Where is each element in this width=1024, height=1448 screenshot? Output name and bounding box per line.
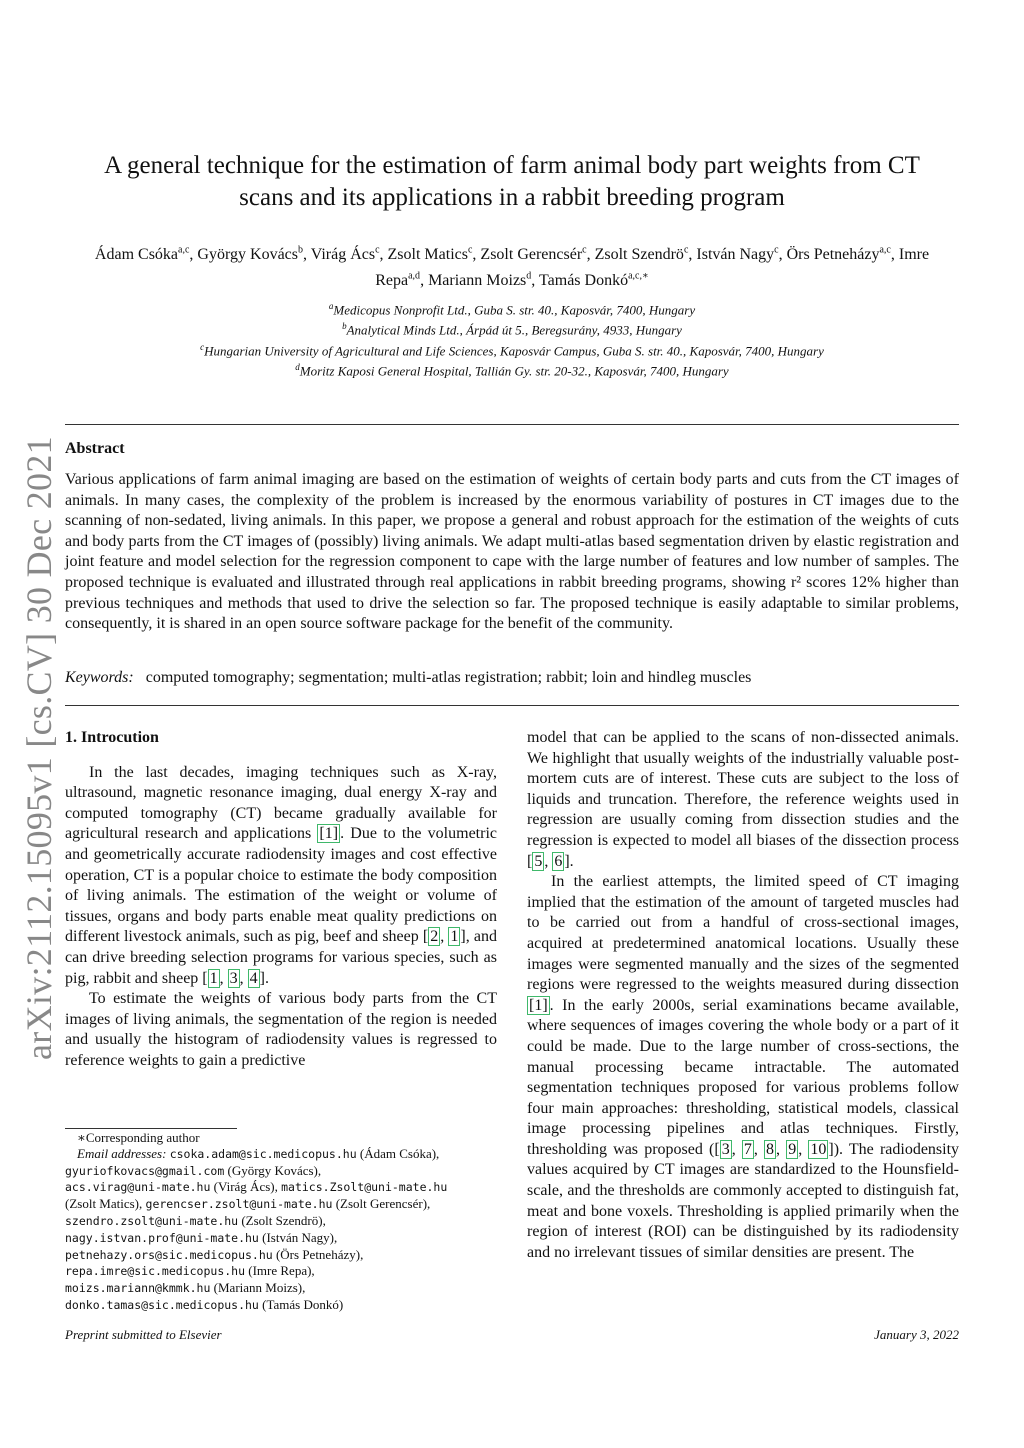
- right-column: [527, 728, 959, 1263]
- left-column: [65, 728, 497, 1072]
- abstract-heading: Abstract: [65, 440, 125, 457]
- email-entry: gyuriofkovacs@gmail.com (György Kovács),: [65, 1162, 322, 1178]
- email-link[interactable]: donko.tamas@sic.medicopus.hu: [65, 1297, 259, 1312]
- intro-paragraph-1: In the last decades, imaging techniques such as X-ray, ultrasound, magnetic resonance imaging, dual energy X-ray and computed tomography (CT) became gradually available for agricultural research and applications [1] . Due to the volumetric and geometrically accurate radiodensity images and cost effective operation, CT is a popular choice to estimate the body composition of living animals. The estimation of the weight or volume of tissues, organs and body parts enable meat quality predictions on different livestock animals, such as pig, beef and sheep [ 2 , 1 ], and can drive breeding selection programs for various species, such as pig, rabbit and sheep [ 1 , 3 , 4 ].: [65, 763, 498, 987]
- paper-title: [70, 150, 954, 214]
- preprint-note: Preprint submitted to Elsevier: [65, 1327, 222, 1342]
- citation-link[interactable]: 1: [209, 969, 218, 987]
- email-entry: acs.virag@uni-mate.hu (Virág Ács), matics.Zsolt@uni-mate.hu: [65, 1179, 448, 1195]
- email-addresses: Email addresses: csoka.adam@sic.medicopus.hu (Ádam Csóka),: [77, 1145, 440, 1161]
- abstract-top-rule: [65, 424, 959, 425]
- corresponding-author-note: ∗Corresponding author: [77, 1130, 200, 1145]
- email-entry: szendro.zsolt@uni-mate.hu (Zsolt Szendrö),: [65, 1212, 326, 1228]
- email-entry: donko.tamas@sic.medicopus.hu (Tamás Donkó): [65, 1296, 344, 1312]
- author: Mariann Moizs$^d$,: [428, 270, 539, 289]
- footnotes: [65, 1130, 497, 1314]
- author: Örs Petneházy$^{a,c}$,: [786, 245, 899, 264]
- citation-link[interactable]: 5: [534, 852, 543, 870]
- keywords-label: Keywords:: [65, 669, 134, 686]
- intro-paragraph-3: model that can be applied to the scans of non-dissected animals. We highlight that usually weights of the industrially valuable post-mortem cuts are of interest. These cuts are subject to the loss of liquids and truncation. Therefore, the reference weights used in regression are usually coming from dissection studies and the regression is expected to model all biases of the dissection process [ 5 , 6 ].: [527, 729, 959, 870]
- citation-link[interactable]: 7: [743, 1140, 752, 1158]
- email-entry: nagy.istvan.prof@uni-mate.hu (István Nagy),: [65, 1229, 338, 1245]
- email-link[interactable]: acs.virag@uni-mate.hu: [65, 1180, 211, 1195]
- citation-link[interactable]: 2: [430, 928, 439, 946]
- email-link[interactable]: petnehazy.ors@sic.medicopus.hu: [65, 1247, 273, 1262]
- author-list: [70, 240, 954, 291]
- affiliations: [70, 298, 954, 379]
- footnote-rule: [65, 1128, 237, 1129]
- affiliation: $^a$Medicopus Nonprofit Ltd., Guba S. str. 40., Kaposvár, 7400, Hungary: [328, 301, 696, 318]
- email-label: Email addresses:: [77, 1145, 167, 1161]
- citation-link[interactable]: [1]: [319, 825, 339, 843]
- abstract-bottom-rule: [65, 705, 959, 706]
- affiliation: $^b$Analytical Minds Ltd., Árpád út 5., Beregsurány, 4933, Hungary: [342, 321, 682, 338]
- email-entry: repa.imre@sic.medicopus.hu (Imre Repa),: [65, 1263, 315, 1279]
- abstract-text: Various applications of farm animal imaging are based on the estimation of weights of certain body parts and cuts from the CT images of animals. In many cases, the complexity of the problem is increased by the enormous variability of postures in CT images due to the scanning of non-sedated, living animals. In this paper, we propose a general and robust approach for the estimation of the weights of cuts and body parts from the CT images of (possibly) living animals. We adapt multi-atlas based segmentation driven by elastic registration and joint feature and model selection for the regression component to cape with the large number of features and low number of samples. The proposed technique is evaluated and illustrated through real applications in rabbit breeding programs, showing r² scores 12% higher than previous techniques and methods that used to drive the selection so far. The proposed technique is easily adaptable to similar problems, consequently, it is shared in an open source software package for the benefit of the community.: [65, 471, 959, 633]
- author: Zsolt Szendrö$^c$,: [594, 245, 697, 264]
- author: Virág Ács$^c$,: [310, 245, 388, 264]
- title-line-2: scans and its applications in a rabbit breeding program: [239, 184, 785, 211]
- author: Zsolt Matics$^c$,: [387, 245, 481, 264]
- citation-link[interactable]: [1]: [529, 996, 548, 1014]
- section-heading: 1. Introcution: [65, 729, 159, 746]
- affiliation: $^d$Moritz Kaposi General Hospital, Tallián Gy. str. 20-32., Kaposvár, 7400, Hungary: [295, 361, 729, 379]
- author: György Kovács$^b$,: [197, 245, 311, 264]
- email-link[interactable]: szendro.zsolt@uni-mate.hu: [65, 1213, 239, 1228]
- email-link[interactable]: matics.Zsolt@uni-mate.hu: [281, 1180, 448, 1195]
- keywords-text: computed tomography; segmentation; multi-atlas registration; rabbit; loin and hindleg muscles: [145, 669, 752, 686]
- citation-link[interactable]: 6: [554, 852, 563, 870]
- citation-link[interactable]: 1: [450, 928, 459, 946]
- author: István Nagy$^c$,: [696, 245, 787, 264]
- intro-paragraph-2: To estimate the weights of various body parts from the CT images of living animals, the segmentation of the region is needed and usually the histogram of radiodensity values is regressed to reference weights to gain a predictive: [65, 990, 497, 1069]
- author: Imre Repa$^{a,d}$,: [375, 246, 930, 289]
- author: Ádam Csóka$^{a,c}$,: [94, 245, 198, 264]
- citation-link[interactable]: 3: [229, 969, 238, 987]
- email-link[interactable]: csoka.adam@sic.medicopus.hu: [169, 1146, 357, 1161]
- citation-link[interactable]: 4: [249, 969, 258, 987]
- email-link[interactable]: repa.imre@sic.medicopus.hu: [65, 1264, 246, 1279]
- citation-link[interactable]: 3: [721, 1140, 730, 1158]
- intro-paragraph-4: In the earliest attempts, the limited speed of CT imaging implied that the estimation of the amount of targeted muscles had to be carried out from a handful of cross-sectional images, acquired at predetermined anatomical locations. Usually these images were segmented manually and the sizes of the segmented regions were regressed to the weights measured during dissection [1] . In the early 2000s, serial examinations became available, where sequences of images covering the whole body or a part of it could be made. Due to the large number of cross-sections, the manual processing became intractable. The automated segmentation techniques proposed for various problems follow four main approaches: thresholding, statistical models, classical image processing pipelines and atlas techniques. Firstly, thresholding was proposed ([ 3 , 7 , 8 , 9 , 10 ]). The radiodensity values acquired by CT images are standardized to the Hounsfield-scale, and the thresholds are commonly accepted to distinguish fat, meat and bone voxels. Thresholding is applied primarily when the region of interest (ROI) can be distinguished by its radiodensity and no irrelevant tissues of similar densities are present. The: [527, 873, 960, 1261]
- title-line-1: A general technique for the estimation of farm animal body part weights from CT: [104, 152, 920, 179]
- affiliation: $^c$Hungarian University of Agricultural and Life Sciences, Kaposvár Campus, Guba S. str. 40., Kaposvár, 7400, Hungary: [200, 341, 824, 358]
- citation-link[interactable]: 10: [810, 1140, 827, 1158]
- email-link[interactable]: gyuriofkovacs@gmail.com: [65, 1163, 225, 1178]
- email-link[interactable]: moizs.mariann@kmmk.hu: [65, 1281, 211, 1296]
- keywords: [65, 668, 959, 688]
- email-link[interactable]: nagy.istvan.prof@uni-mate.hu: [65, 1230, 259, 1245]
- citation-link[interactable]: 8: [766, 1140, 775, 1158]
- email-entry: petnehazy.ors@sic.medicopus.hu (Örs Petneházy),: [65, 1246, 364, 1262]
- author: Zsolt Gerencsér$^c$,: [480, 245, 595, 264]
- citation-link[interactable]: 9: [788, 1140, 797, 1158]
- preprint-date: January 3, 2022: [874, 1327, 959, 1342]
- email-entry: moizs.mariann@kmmk.hu (Mariann Moizs),: [65, 1280, 306, 1296]
- email-entry: (Zsolt Matics), gerencser.zsolt@uni-mate.hu (Zsolt Gerencsér),: [65, 1196, 431, 1212]
- arxiv-identifier[interactable]: arXiv:2112.15095v1 [cs.CV] 30 Dec 2021: [19, 436, 59, 1060]
- author: Tamás Donkó$^{a,c,∗}$: [538, 270, 649, 289]
- email-link[interactable]: gerencser.zsolt@uni-mate.hu: [145, 1197, 333, 1212]
